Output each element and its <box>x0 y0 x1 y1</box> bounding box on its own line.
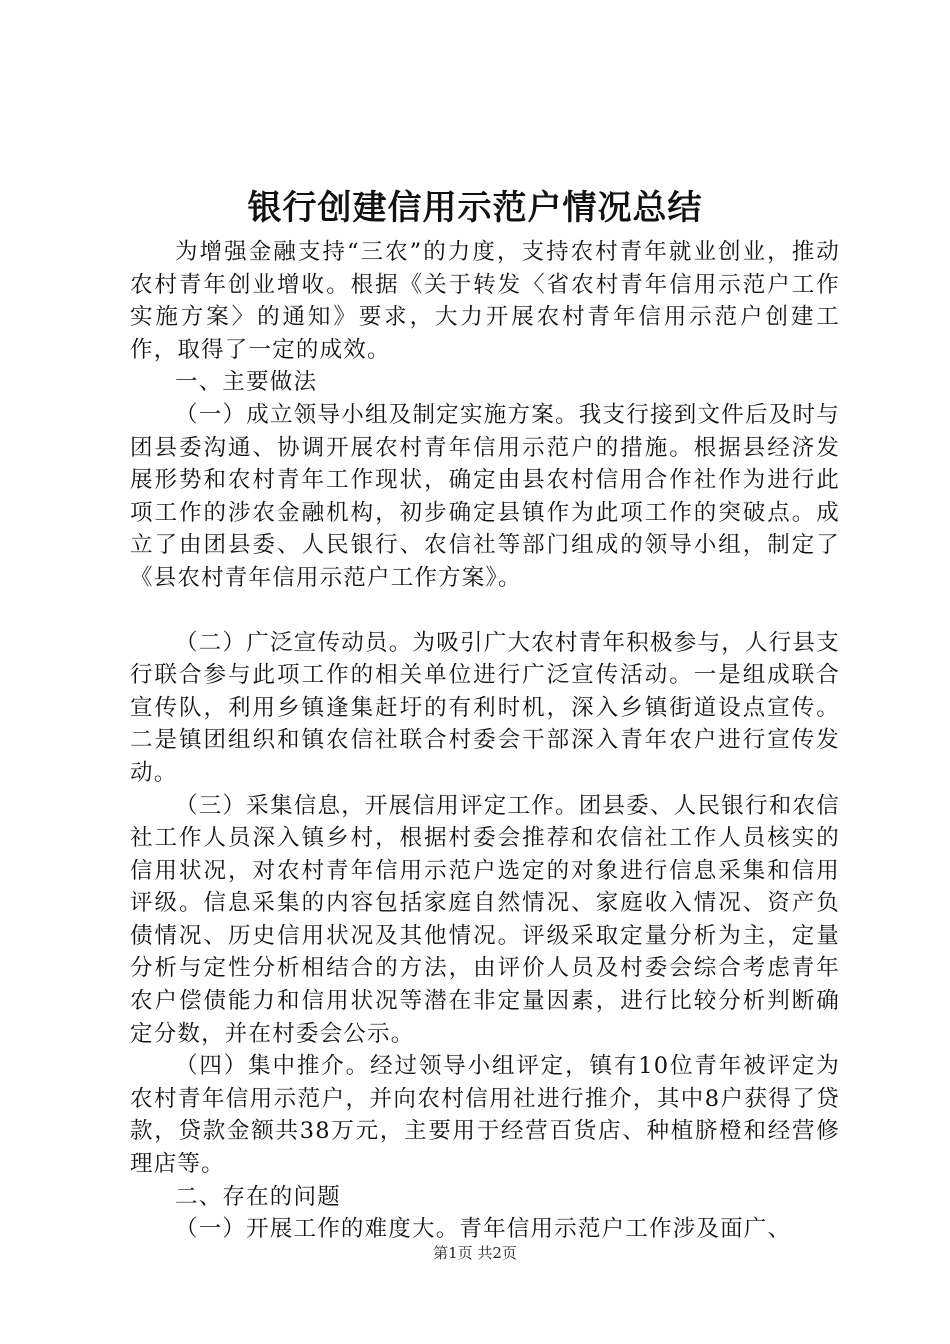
page-number: 第1页 共2页 <box>433 1244 517 1262</box>
document-body <box>130 236 840 1246</box>
paragraph-spacer <box>130 595 840 627</box>
paragraph-1-3: （三）采集信息，开展信用评定工作。团县委、人民银行和农信社工作人员深入镇乡村，根据村委会推荐和农信社工作人员核实的信用状况，对农村青年信用示范户选定的对象进行信息采集和信用评级。信息采集的内容包括家庭自然情况、家庭收入情况、资产负债情况、历史信用状况及其他情况。评级采取定量分析为主，定量分析与定性分析相结合的方法，由评价人员及村委会综合考虑青年农户偿债能力和信用状况等潜在非定量因素，进行比较分析判断确定分数，并在村委会公示。 <box>130 792 840 1047</box>
intro-paragraph: 为增强金融支持“三农”的力度，支持农村青年就业创业，推动农村青年创业增收。根据《关于转发〈省农村青年信用示范户工作实施方案〉的通知》要求，大力开展农村青年信用示范户创建工作，取得了一定的成效。 <box>130 239 840 363</box>
paragraph-2-1: （一）开展工作的难度大。青年信用示范户工作涉及面广、 <box>175 1216 792 1243</box>
paragraph-1-4: （四）集中推介。经过领导小组评定，镇有10位青年被评定为农村青年信用示范户，并向农村信用社进行推介，其中8户获得了贷款，贷款金额共38万元，主要用于经营百货店、种植脐橙和经营修理店等。 <box>130 1053 840 1178</box>
paragraph-1-1: （一）成立领导小组及制定实施方案。我支行接到文件后及时与团县委沟通、协调开展农村青年信用示范户的措施。根据县经济发展形势和农村青年工作现状，确定由县农村信用合作社作为进行此项工作的涉农金融机构，初步确定县镇作为此项工作的突破点。成立了由团县委、人民银行、农信社等部门组成的领导小组，制定了《县农村青年信用示范户工作方案》。 <box>130 401 840 591</box>
document-title: 银行创建信用示范户情况总结 <box>247 188 703 228</box>
section-heading-2: 二、存在的问题 <box>175 1183 341 1210</box>
paragraph-1-2: （二）广泛宣传动员。为吸引广大农村青年积极参与，人行县支行联合参与此项工作的相关单位进行广泛宣传活动。一是组成联合宣传队，利用乡镇逢集赶圩的有利时机，深入乡镇街道设点宣传。二是镇团组织和镇农信社联合村委会干部深入青年农户进行宣传发动。 <box>130 629 840 786</box>
section-heading-1: 一、主要做法 <box>175 369 318 396</box>
